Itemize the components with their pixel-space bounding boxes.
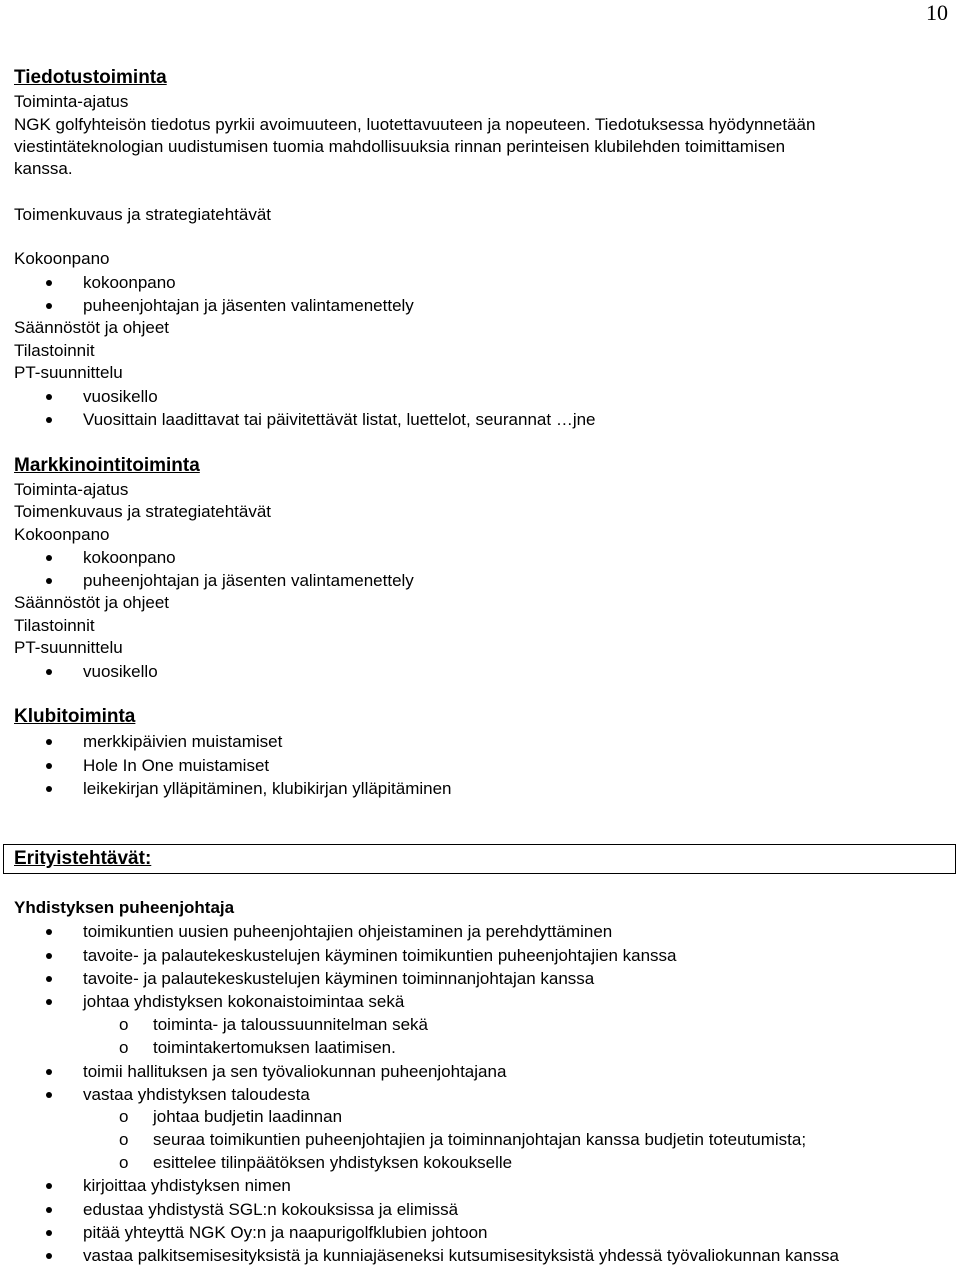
subheading: Toiminta-ajatus xyxy=(14,92,129,111)
sub-list-marker: o xyxy=(119,1153,129,1172)
subheading: Kokoonpano xyxy=(14,525,110,544)
list-item: toimii hallituksen ja sen työvaliokunnan puheenjohtajana xyxy=(83,1062,507,1081)
subheading: PT-suunnittelu xyxy=(14,363,123,382)
sub-list-marker: o xyxy=(119,1130,129,1149)
boxed-heading-title: Erityistehtävät: xyxy=(14,848,152,869)
subheading: Toimenkuvaus ja strategiatehtävät xyxy=(14,205,272,224)
list-item: edustaa yhdistystä SGL:n kokouksissa ja elimissä xyxy=(83,1200,459,1219)
subheading: Säännöstöt ja ohjeet xyxy=(14,593,170,612)
sub-list-item: johtaa budjetin laadinnan xyxy=(153,1107,343,1126)
section-heading-klubi: Klubitoiminta xyxy=(14,706,136,727)
list-item: Hole In One muistamiset xyxy=(83,756,270,775)
list-item: toimikuntien uusien puheenjohtajien ohjeistaminen ja perehdyttäminen xyxy=(83,922,613,941)
list-item: kirjoittaa yhdistyksen nimen xyxy=(83,1176,291,1195)
list-item: tavoite- ja palautekeskustelujen käyminen toiminnanjohtajan kanssa xyxy=(83,969,595,988)
list-item: merkkipäivien muistamiset xyxy=(83,732,283,751)
list-item: vastaa yhdistyksen taloudesta xyxy=(83,1085,310,1104)
paragraph-line: viestintäteknologian uudistumisen tuomia mahdollisuuksia rinnan perinteisen klubilehden toimittamisen xyxy=(14,137,786,156)
list-item: kokoonpano xyxy=(83,273,176,292)
list-item: leikekirjan ylläpitäminen, klubikirjan ylläpitäminen xyxy=(83,779,452,798)
list-item: pitää yhteyttä NGK Oy:n ja naapurigolfklubien johtoon xyxy=(83,1223,488,1242)
sub-list-marker: o xyxy=(119,1038,129,1057)
sub-list-item: toiminta- ja taloussuunnitelman sekä xyxy=(153,1015,428,1034)
subheading: PT-suunnittelu xyxy=(14,638,123,657)
list-item: johtaa yhdistyksen kokonaistoimintaa sekä xyxy=(83,992,405,1011)
list-item: puheenjohtajan ja jäsenten valintamenettely xyxy=(83,571,414,590)
subheading-chairman: Yhdistyksen puheenjohtaja xyxy=(14,898,235,917)
list-item: vastaa palkitsemisesityksistä ja kunniajäseneksi kutsumisesityksistä yhdessä työvaliokunnan kanssa xyxy=(83,1246,839,1265)
section-heading-markkinointi: Markkinointitoiminta xyxy=(14,455,200,476)
section-heading-tiedotus: Tiedotustoiminta xyxy=(14,67,167,88)
subheading: Tilastoinnit xyxy=(14,616,95,635)
list-item: puheenjohtajan ja jäsenten valintamenettely xyxy=(83,296,414,315)
sub-list-item: toimintakertomuksen laatimisen. xyxy=(153,1038,396,1057)
sub-list-marker: o xyxy=(119,1015,129,1034)
subheading: Toimenkuvaus ja strategiatehtävät xyxy=(14,502,272,521)
paragraph-line: kanssa. xyxy=(14,159,73,178)
sub-list-marker: o xyxy=(119,1107,129,1126)
list-item: vuosikello xyxy=(83,662,158,681)
list-item: kokoonpano xyxy=(83,548,176,567)
subheading: Tilastoinnit xyxy=(14,341,95,360)
paragraph-line: NGK golfyhteisön tiedotus pyrkii avoimuuteen, luotettavuuteen ja nopeuteen. Tiedotuksessa hyödynnetään xyxy=(14,115,816,134)
page-number: 10 xyxy=(926,0,948,25)
sub-list-item: seuraa toimikuntien puheenjohtajien ja toiminnanjohtajan kanssa budjetin toteutumista; xyxy=(153,1130,807,1149)
list-item: vuosikello xyxy=(83,387,158,406)
subheading: Toiminta-ajatus xyxy=(14,480,129,499)
subheading: Säännöstöt ja ohjeet xyxy=(14,318,170,337)
list-item: tavoite- ja palautekeskustelujen käyminen toimikuntien puheenjohtajien kanssa xyxy=(83,946,677,965)
sub-list-item: esittelee tilinpäätöksen yhdistyksen kokoukselle xyxy=(153,1153,513,1172)
subheading: Kokoonpano xyxy=(14,249,110,268)
list-item: Vuosittain laadittavat tai päivitettävät listat, luettelot, seurannat …jne xyxy=(83,410,596,429)
